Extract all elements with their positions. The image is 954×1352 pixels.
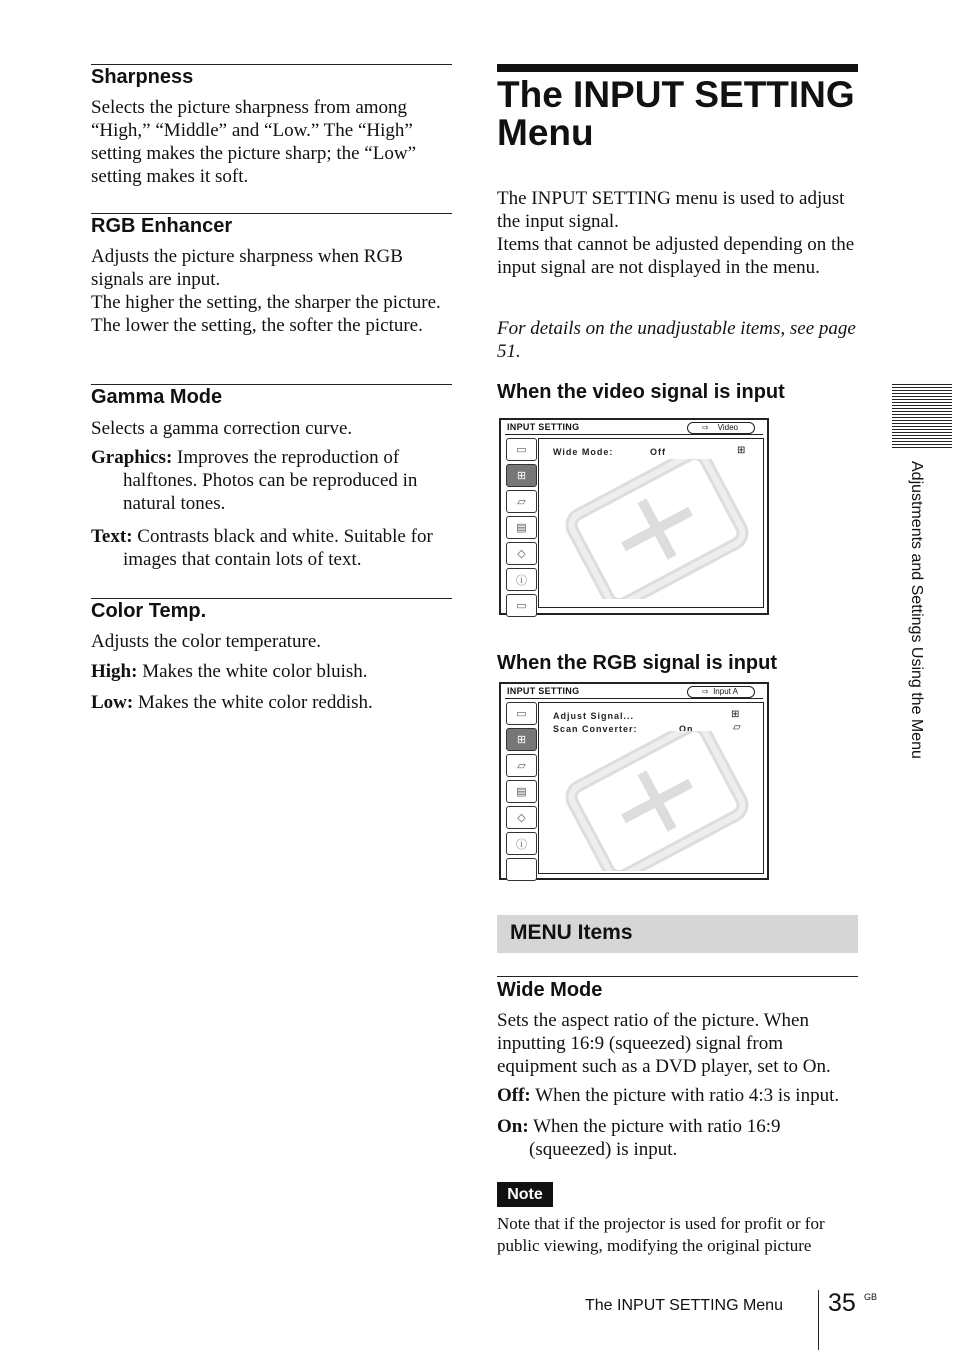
setting-icon: ▱ <box>506 754 537 777</box>
osd-divider <box>505 698 763 699</box>
input-setting-icon: ⊞ <box>506 728 537 751</box>
osd-content-area <box>538 702 764 874</box>
installation-icon: ◇ <box>506 542 537 565</box>
color-temp-body: Adjusts the color temperature. <box>91 631 322 652</box>
gamma-mode-heading: Gamma Mode <box>91 386 223 408</box>
text-desc: Contrasts black and white. Suitable for images that contain lots of text. <box>123 526 433 570</box>
information-icon: ⓘ <box>506 568 537 591</box>
high-desc: Makes the white color bluish. <box>137 661 368 682</box>
video-signal-heading: When the video signal is input <box>497 381 785 403</box>
title-bar <box>497 64 858 72</box>
color-temp-low <box>91 691 453 714</box>
input-setting-icon: ⊞ <box>506 464 537 487</box>
section-rule <box>497 976 858 977</box>
color-temp-heading: Color Temp. <box>91 600 207 622</box>
menu-setting-icon: ▤ <box>506 780 537 803</box>
setting-icon: ▱ <box>506 490 537 513</box>
footer-divider <box>818 1290 819 1350</box>
menu-items-heading: MENU Items <box>510 921 633 944</box>
osd-content-area <box>538 438 764 608</box>
adjust-signal-label: Adjust Signal... <box>553 711 635 721</box>
page-title-line2: Menu <box>497 112 594 153</box>
page-number: 35 <box>828 1289 856 1317</box>
sharpness-heading: Sharpness <box>91 66 194 88</box>
scan-converter-icon: ▱ <box>733 722 741 733</box>
video-osd-screen <box>499 418 769 615</box>
blank-icon <box>506 858 537 881</box>
page-title <box>497 76 877 152</box>
side-tab-label: Adjustments and Settings Using the Menu <box>908 461 925 759</box>
wide-mode-heading: Wide Mode <box>497 979 603 1001</box>
wide-mode-off <box>497 1084 894 1107</box>
rgb-enhancer-body-2: The higher the setting, the sharper the picture. The lower the setting, the softer the picture. <box>91 292 441 336</box>
wide-mode-icon: ⊞ <box>737 445 746 456</box>
osd-title: INPUT SETTING <box>507 422 580 432</box>
osd-source: Video <box>717 423 738 432</box>
osd-tab-column <box>506 702 537 884</box>
rgb-enhancer-heading: RGB Enhancer <box>91 215 233 237</box>
high-term: High: <box>91 661 138 682</box>
off-desc: When the picture with ratio 4:3 is input. <box>530 1085 840 1106</box>
region-code: GB <box>864 1292 878 1302</box>
watermark-icon <box>557 459 757 599</box>
graphics-desc: Improves the reproduction of halftones. Photos can be reproduced in natural tones. <box>123 447 418 514</box>
osd-tab-column <box>506 438 537 620</box>
gamma-graphics-item <box>91 446 453 515</box>
installation-icon: ◇ <box>506 806 537 829</box>
sharpness-body: Selects the picture sharpness from among “High,” “Middle” and “Low.” The “High” setting makes the picture sharp; the “Low” setting makes it soft. <box>91 97 417 187</box>
scan-converter-label: Scan Converter: <box>553 724 638 734</box>
intro-paragraph-2: Items that cannot be adjusted depending on the input signal are not displayed in the menu. <box>497 234 855 278</box>
osd-divider <box>505 434 763 435</box>
low-desc: Makes the white color reddish. <box>133 692 373 713</box>
rgb-signal-heading: When the RGB signal is input <box>497 652 777 674</box>
rgb-osd-screen <box>499 682 769 880</box>
osd-source-pill <box>687 422 755 434</box>
side-tab-stripes <box>892 384 952 450</box>
input-icon: ⇨ <box>702 423 709 432</box>
information-icon: ⓘ <box>506 832 537 855</box>
low-term: Low: <box>91 692 134 713</box>
picture-icon: ▭ <box>506 438 537 461</box>
page-title-line1: The INPUT SETTING <box>497 74 855 115</box>
footer-section: The INPUT SETTING Menu <box>585 1297 783 1314</box>
side-tab <box>906 461 926 821</box>
input-icon: ⇨ <box>702 687 709 696</box>
wide-mode-value: Off <box>650 447 666 457</box>
intro-paragraph: The INPUT SETTING menu is used to adjust the input signal. <box>497 188 845 232</box>
adjust-signal-icon: ⊞ <box>731 709 740 720</box>
wide-mode-body: Sets the aspect ratio of the picture. When inputting 16:9 (squeezed) signal from equipment such as a DVD player, set to On. <box>497 1010 831 1077</box>
gamma-mode-body: Selects a gamma correction curve. <box>91 418 353 439</box>
wide-mode-label: Wide Mode: <box>553 447 614 457</box>
scan-converter-value: On <box>679 724 694 734</box>
text-term: Text: <box>91 526 133 547</box>
picture-icon: ▭ <box>506 702 537 725</box>
gamma-text-item <box>91 525 471 571</box>
note-text: Note that if the projector is used for profit or for public viewing, modifying the original picture <box>497 1214 825 1255</box>
off-term: Off: <box>497 1085 531 1106</box>
graphics-term: Graphics: <box>91 447 173 468</box>
menu-setting-icon: ▤ <box>506 516 537 539</box>
wide-mode-on <box>497 1115 859 1161</box>
osd-title: INPUT SETTING <box>507 686 580 696</box>
menu-items-bar <box>497 915 858 953</box>
watermark-icon <box>557 731 757 871</box>
osd-source-pill <box>687 686 755 698</box>
on-desc: When the picture with ratio 16:9 (squeezed) is input. <box>528 1116 781 1160</box>
osd-source: Input A <box>713 687 738 696</box>
rgb-enhancer-body: Adjusts the picture sharpness when RGB signals are input. <box>91 246 403 290</box>
note-badge: Note <box>497 1182 553 1207</box>
on-term: On: <box>497 1116 529 1137</box>
color-temp-high <box>91 660 453 683</box>
blank-icon: ▭ <box>506 594 537 617</box>
details-note: For details on the unadjustable items, see page 51. <box>497 318 856 362</box>
